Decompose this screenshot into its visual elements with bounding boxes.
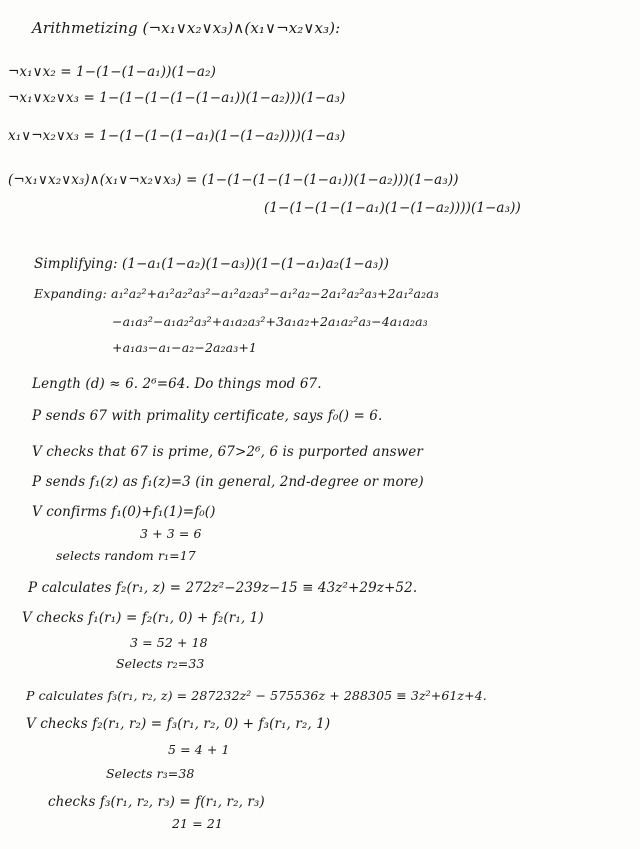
arith-line-3: x₁∨¬x₂∨x₃ = 1−(1−(1−(1−a₁)(1−(1−a₂))))(1−a₃)	[8, 128, 346, 144]
v-checks-f2-line: V checks f₂(r₁, r₂) = f₃(r₁, r₂, 0) + f₃(r₁, r₂, 1)	[26, 716, 331, 732]
expanding-line-2: −a₁a₃²−a₁a₂²a₃²+a₁a₂a₃²+3a₁a₂+2a₁a₂²a₃−4a₁a₂a₃	[112, 314, 428, 329]
length-line: Length (d) ≈ 6. 2⁶=64. Do things mod 67.	[32, 376, 322, 392]
v-checks-f2-values: 5 = 4 + 1	[168, 742, 230, 757]
arith-line-1: ¬x₁∨x₂ = 1−(1−(1−a₁))(1−a₂)	[8, 64, 216, 80]
final-check-line: checks f₃(r₁, r₂, r₃) = f(r₁, r₂, r₃)	[48, 794, 265, 810]
arith-line-4: (¬x₁∨x₂∨x₃)∧(x₁∨¬x₂∨x₃) = (1−(1−(1−(1−(1−a₁))(1−a₂)))(1−a₃))	[8, 172, 459, 188]
v-checks-f1-values: 3 = 52 + 18	[130, 635, 208, 650]
notes-title: Arithmetizing (¬x₁∨x₂∨x₃)∧(x₁∨¬x₂∨x₃):	[32, 19, 341, 37]
arith-line-5: (1−(1−(1−(1−a₁)(1−(1−a₂))))(1−a₃))	[264, 200, 521, 216]
expanding-line-1: Expanding: a₁²a₂²+a₁²a₂²a₃²−a₁²a₂a₃²−a₁²a₂−2a₁²a₂²a₃+2a₁²a₂a₃	[34, 286, 439, 301]
select-r2-line: Selects r₂=33	[116, 656, 205, 671]
p-sends-67-line: P sends 67 with primality certificate, says f₀() = 6.	[32, 408, 383, 424]
expanding-line-3: +a₁a₃−a₁−a₂−2a₂a₃+1	[112, 340, 257, 355]
v-checks-f1-line: V checks f₁(r₁) = f₂(r₁, 0) + f₂(r₁, 1)	[22, 610, 264, 626]
p-calc-f2-line: P calculates f₂(r₁, z) = 272z²−239z−15 ≡ 43z²+29z+52.	[28, 580, 418, 596]
final-check-values: 21 = 21	[172, 816, 223, 831]
v-confirms-line: V confirms f₁(0)+f₁(1)=f₀()	[32, 504, 216, 520]
select-r1-line: selects random r₁=17	[56, 548, 196, 563]
simplifying-line: Simplifying: (1−a₁(1−a₂)(1−a₃))(1−(1−a₁)a₂(1−a₃))	[34, 256, 390, 272]
v-checks-prime-line: V checks that 67 is prime, 67>2⁶, 6 is purported answer	[32, 444, 423, 460]
p-sends-f1-line: P sends f₁(z) as f₁(z)=3 (in general, 2nd-degree or more)	[32, 474, 424, 490]
v-confirms-values: 3 + 3 = 6	[140, 526, 202, 541]
p-calc-f3-line: P calculates f₃(r₁, r₂, z) = 287232z² − 575536z + 288305 ≡ 3z²+61z+4.	[26, 688, 487, 703]
select-r3-line: Selects r₃=38	[106, 766, 195, 781]
arith-line-2: ¬x₁∨x₂∨x₃ = 1−(1−(1−(1−(1−a₁))(1−a₂)))(1−a₃)	[8, 90, 346, 106]
